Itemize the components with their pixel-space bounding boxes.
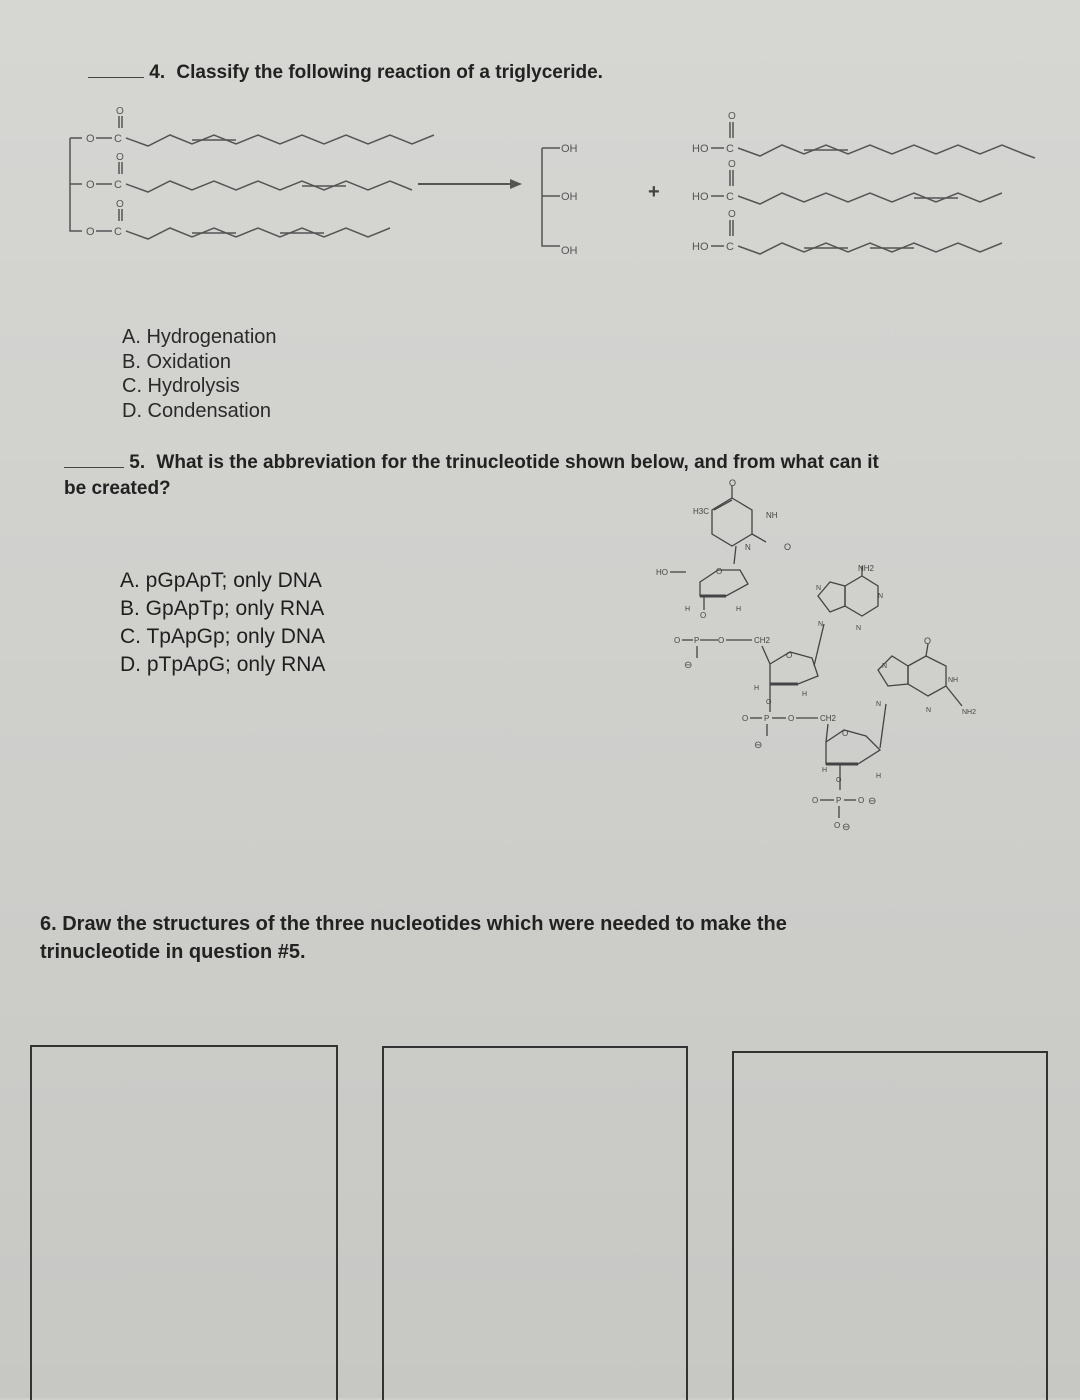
q4-option-c[interactable]: C. Hydrolysis	[122, 375, 240, 397]
guanine-o: O	[924, 636, 932, 646]
q4-option-a[interactable]: A. Hydrogenation	[122, 326, 277, 348]
sugar-3-o: O	[842, 729, 849, 738]
q4-option-b[interactable]: B. Oxidation	[122, 350, 231, 373]
q5-option-d[interactable]: D. pTpApG; only RNA	[120, 653, 326, 676]
q5-option-a[interactable]: A. pGpApT; only DNA	[120, 569, 322, 592]
plus-sign: +	[648, 181, 660, 203]
phosphate-3-neg-bottom: ⊖	[842, 822, 851, 833]
ester-c-1: C	[114, 133, 122, 145]
phosphate-3-neg-right: ⊖	[868, 796, 877, 807]
q5-option-c[interactable]: C. TpApGp; only DNA	[120, 625, 326, 648]
adenine-six-ring	[845, 576, 878, 616]
phosphate-2-o: O	[742, 714, 749, 723]
sugar-1-o: O	[716, 567, 723, 576]
glycerol-oh-3: OH	[561, 245, 578, 257]
question-6-heading	[40, 910, 787, 966]
ester-o-2: O	[86, 179, 95, 191]
carbonyl-o-3: O	[116, 199, 124, 210]
phosphate-1-o: O	[674, 636, 681, 645]
acid-carbonyl-o-2: O	[728, 159, 736, 170]
ch2-2: CH2	[820, 714, 837, 723]
fatty-chain-3	[126, 228, 390, 239]
ho-5prime: HO	[656, 568, 668, 577]
acid-ho-2: HO	[692, 191, 709, 203]
phosphate-1-p: P	[694, 636, 700, 645]
answer-blank-5[interactable]	[64, 467, 124, 468]
sugar-ring-2	[770, 652, 818, 684]
answer-box-3[interactable]	[732, 1051, 1048, 1400]
sugar-3-h-left: H	[822, 767, 828, 774]
ch2-1: CH2	[754, 636, 771, 645]
guanine-n-7: N	[882, 663, 888, 670]
q4-option-d[interactable]: D. Condensation	[122, 399, 271, 422]
question-5-text-line2: be created?	[64, 478, 171, 499]
ester-c-3: C	[114, 226, 122, 238]
adenine-five-ring	[818, 582, 845, 612]
guanine-nh: NH	[948, 677, 959, 684]
acid-c-3: C	[726, 241, 734, 253]
thymine-n: N	[745, 543, 751, 552]
question-5-text-line1: What is the abbreviation for the trinucleotide shown below, and from what can it	[156, 452, 879, 473]
carbonyl-o-2: O	[116, 152, 124, 163]
ester-o-3: O	[86, 226, 95, 238]
product-chain-2	[738, 193, 1002, 204]
question-4-text: Classify the following reaction of a triglyceride.	[176, 62, 603, 83]
sugar-1-h-right: H	[736, 606, 742, 613]
adenine-nh2: NH2	[858, 564, 875, 573]
answer-box-2[interactable]	[382, 1046, 688, 1400]
question-5-options	[120, 567, 325, 679]
question-4-options	[122, 325, 277, 423]
question-6-text-line2: trinucleotide in question #5.	[40, 941, 306, 963]
acid-c-2: C	[726, 191, 734, 203]
question-4-number: 4.	[149, 62, 166, 83]
guanine-n-3: N	[926, 707, 932, 714]
ester-o-1: O	[86, 133, 95, 145]
phosphate-3-o-right: O	[858, 796, 865, 805]
question-4-heading	[88, 60, 603, 86]
sugar-2-o3: O	[766, 699, 772, 706]
answer-blank-4[interactable]	[88, 77, 144, 78]
phosphate-2-bridge-o: O	[788, 714, 795, 723]
sugar-2-o: O	[786, 651, 793, 660]
adenine-n-1: N	[878, 593, 884, 600]
guanine-nh2: NH2	[962, 709, 977, 716]
phosphate-1-bridge-o: O	[718, 636, 725, 645]
guanine-n-9: N	[876, 701, 882, 708]
acid-c-1: C	[726, 143, 734, 155]
sugar-3-o3: O	[836, 777, 842, 784]
product-chain-1	[738, 145, 1035, 158]
answer-box-1[interactable]	[30, 1045, 338, 1400]
glycerol-backbone	[70, 138, 82, 231]
fatty-chain-2	[126, 181, 412, 192]
sugar-1-h-left: H	[685, 606, 691, 613]
adenine-n-9: N	[818, 621, 824, 628]
phosphate-3-p: P	[836, 796, 842, 805]
glycerol-oh-2: OH	[561, 191, 578, 203]
sugar-3-h-right: H	[876, 773, 882, 780]
sugar-1-o3: O	[700, 611, 707, 620]
acid-carbonyl-o-1: O	[728, 111, 736, 122]
adenine-n-7: N	[816, 585, 822, 592]
sugar-ring-1	[700, 570, 748, 596]
triglyceride-hydrolysis-diagram	[60, 100, 1040, 275]
phosphate-2-neg: ⊖	[754, 740, 763, 751]
acid-ho-3: HO	[692, 241, 709, 253]
phosphate-3-o-bottom: O	[834, 821, 841, 830]
thymine-o-top: O	[729, 478, 737, 488]
thymine-h3c: H3C	[693, 507, 710, 516]
guanine-five-ring	[878, 656, 908, 686]
question-6-text-line1: 6. Draw the structures of the three nucleotides which were needed to make the	[40, 913, 787, 935]
thymine-o-side: O	[784, 542, 792, 552]
acid-ho-1: HO	[692, 143, 709, 155]
fatty-chain-1	[126, 135, 434, 146]
phosphate-1-neg: ⊖	[684, 660, 693, 671]
thymine-nh: NH	[766, 511, 778, 520]
trinucleotide-structure	[640, 478, 1010, 850]
q5-option-b[interactable]: B. GpApTp; only RNA	[120, 597, 325, 620]
sugar-2-h-left: H	[754, 685, 760, 692]
phosphate-2-p: P	[764, 714, 770, 723]
guanine-six-ring	[908, 656, 946, 696]
ester-c-2: C	[114, 179, 122, 191]
glycerol-oh-1: OH	[561, 143, 578, 155]
sugar-2-h-right: H	[802, 691, 808, 698]
acid-carbonyl-o-3: O	[728, 209, 736, 220]
question-5-number: 5.	[129, 452, 146, 473]
thymine-ring	[712, 498, 752, 546]
carbonyl-o-1: O	[116, 106, 124, 117]
sugar-ring-3	[826, 730, 880, 764]
phosphate-3-o: O	[812, 796, 819, 805]
adenine-n-3: N	[856, 625, 862, 632]
glycerol-product	[542, 148, 560, 246]
